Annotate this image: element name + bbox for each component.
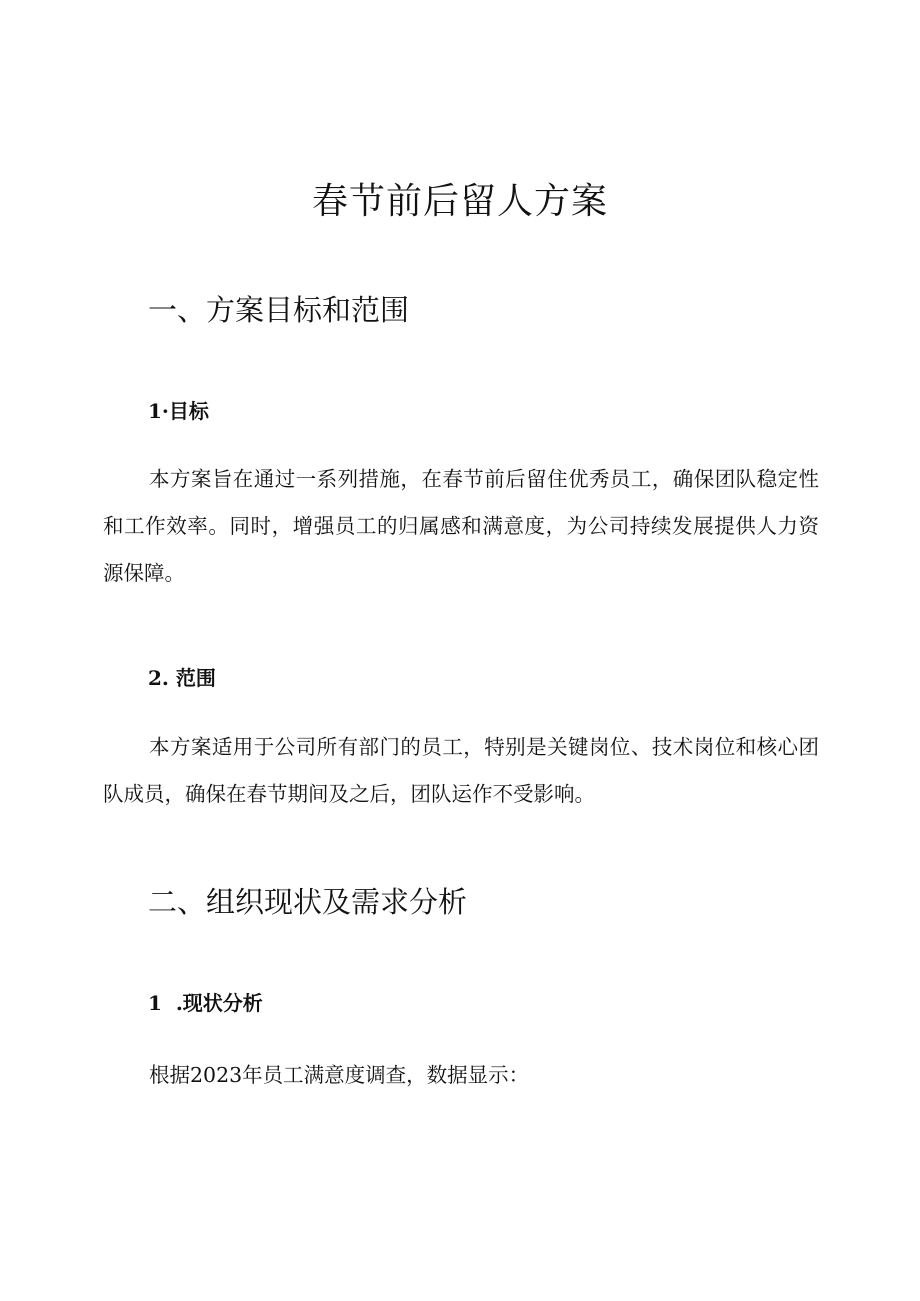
section-heading-objectives-scope: 一、方案目标和范围: [148, 293, 410, 327]
paragraph-survey-intro: 根据2023年员工满意度调查，数据显示：: [149, 1063, 530, 1087]
paragraph-objective: 本方案旨在通过一系列措施，在春节前后留住优秀员工，确保团队稳定性和工作效率。同时，增强员工的归属感和满意度，为公司持续发展提供人力资源保障。: [103, 467, 819, 585]
subsection-heading-current-status: 1 .现状分析: [148, 991, 263, 1015]
paragraph-scope: 本方案适用于公司所有部门的员工，特别是关键岗位、技术岗位和核心团队成员，确保在春节期间及之后，团队运作不受影响。: [103, 735, 819, 806]
subsection-heading-objective: 1·目标: [148, 399, 209, 423]
subsection-heading-scope: 2. 范围: [148, 666, 216, 690]
section-heading-status-analysis: 二、组织现状及需求分析: [148, 885, 468, 919]
document-title: 春节前后留人方案: [311, 181, 608, 222]
